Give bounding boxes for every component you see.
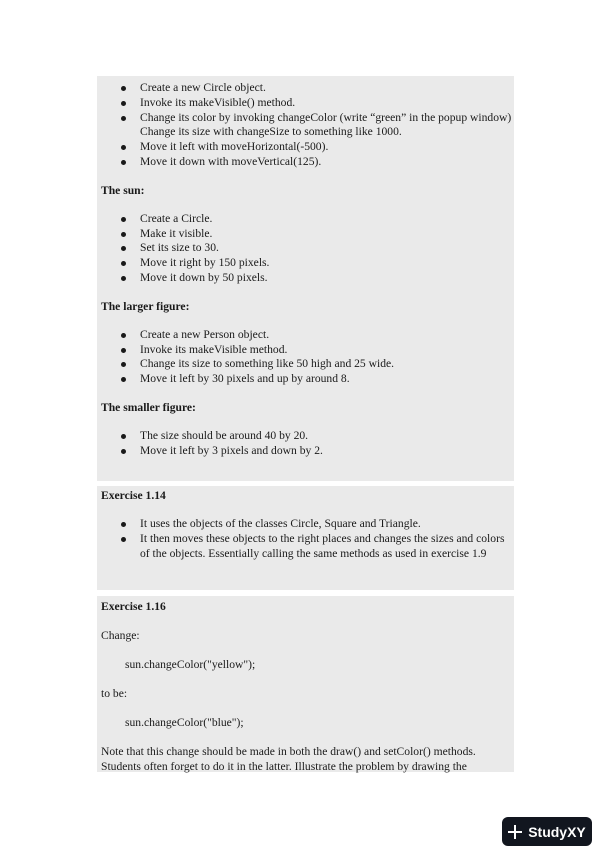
exercise-1-14-panel (97, 486, 514, 590)
change-label: Change: (101, 629, 140, 642)
to-be-label: to be: (101, 687, 128, 700)
list-item: Create a Circle. (101, 212, 514, 227)
larger-figure-list (101, 328, 514, 387)
list-item: Set its size to 30. (101, 241, 514, 256)
code-line-yellow: sun.changeColor("yellow"); (125, 658, 256, 671)
exercise-1-14-list (101, 517, 514, 561)
studyxy-badge[interactable] (502, 817, 592, 846)
plus-icon (508, 825, 522, 839)
intro-list (101, 81, 514, 170)
smaller-figure-heading: The smaller figure: (101, 400, 196, 414)
list-item: Move it down by 50 pixels. (101, 271, 514, 286)
studyxy-label: StudyXY (528, 823, 586, 840)
exercise-1-16-panel (97, 596, 514, 772)
sun-heading: The sun: (101, 183, 145, 197)
list-item: Change its color by invoking changeColor (write “green” in the popup window) Change its size with changeSize to something like 1000. (101, 111, 514, 141)
exercise-1-16-heading: Exercise 1.16 (101, 600, 166, 613)
sun-list (101, 212, 514, 286)
list-item: The size should be around 40 by 20. (101, 429, 514, 444)
larger-figure-heading: The larger figure: (101, 299, 190, 313)
list-item: Move it left by 3 pixels and down by 2. (101, 444, 514, 459)
list-item: Move it left by 30 pixels and up by around 8. (101, 372, 514, 387)
list-item: Move it left with moveHorizontal(-500). (101, 140, 514, 155)
note-paragraph: Note that this change should be made in both the draw() and setColor() methods. Students often forget to do it in the latter. Illustrate the problem by drawing the (101, 745, 476, 773)
code-line-blue: sun.changeColor("blue"); (125, 716, 244, 729)
list-item: Move it down with moveVertical(125). (101, 155, 514, 170)
list-item: Create a new Person object. (101, 328, 514, 343)
list-item: It uses the objects of the classes Circle, Square and Triangle. (101, 517, 514, 532)
list-item: Move it right by 150 pixels. (101, 256, 514, 271)
list-item: Make it visible. (101, 227, 514, 242)
answer-panel-figures (97, 76, 514, 481)
list-item: It then moves these objects to the right places and changes the sizes and colors of the objects. Essentially calling the same methods as used in exercise 1.9 (101, 532, 514, 562)
smaller-figure-list (101, 429, 514, 459)
exercise-1-14-heading: Exercise 1.14 (101, 489, 166, 502)
list-item: Invoke its makeVisible method. (101, 343, 514, 358)
list-item: Change its size to something like 50 high and 25 wide. (101, 357, 514, 372)
list-item: Invoke its makeVisible() method. (101, 96, 514, 111)
list-item: Create a new Circle object. (101, 81, 514, 96)
